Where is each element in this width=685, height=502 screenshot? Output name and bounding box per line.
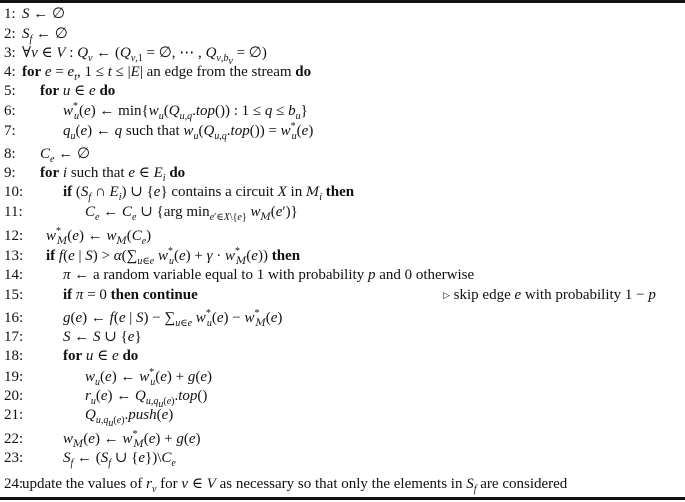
line-number: 19: <box>4 369 24 385</box>
line-number: 5: <box>4 83 16 99</box>
line-number: 11: <box>4 204 23 220</box>
line-number: 15: <box>4 287 24 303</box>
line-code: $w^*_M(e)$ ← $w_M(C_e)$ <box>46 226 152 247</box>
line-number: 20: <box>4 388 24 404</box>
line-number: 22: <box>4 431 24 447</box>
line-code: π ← a random variable equal to 1 with probability p and 0 otherwise <box>63 267 475 283</box>
line-number: 4: <box>4 64 16 80</box>
line-number: 2: <box>4 26 16 42</box>
line-code: $C_e$ ← $C_e$ ∪ {arg $\min_{e'\in X\backslash\{e\}} w_M(e')$} <box>85 204 298 223</box>
line-code: if f(e | $S) > \alpha(\sum_{u\in e}$ $w^*_u(e) + \gamma \cdot w^*_M(e)$) then <box>46 246 301 267</box>
line-code: for $e = e_t$, 1 ≤ t ≤ |E| an edge from the stream do <box>22 64 312 83</box>
line-code: $C_e$ ← ∅ <box>40 146 91 165</box>
line-code: g(e) ← f(e | $S) - \sum_{u\in e}$ $w^*_u(e) - w^*_M(e)$ <box>63 308 283 329</box>
line-number: 9: <box>4 165 16 181</box>
line-code: ∀v ∈ V : $Q_v$ ← ($Q_{v,1}$ = ∅, ⋯ , $Q_{v,b_v}$ = ∅) <box>22 45 267 67</box>
line-number: 10: <box>4 184 24 200</box>
line-code: $w_u(e)$ ← $w^*_u(e) + g(e)$ <box>85 367 213 388</box>
line-code: $S_f$ ← ∅ <box>22 26 68 45</box>
line-number: 23: <box>4 450 24 466</box>
bottom-rule <box>0 497 685 500</box>
top-rule <box>0 0 685 3</box>
line-code: $w_M(e)$ ← $w^*_M(e) + g(e)$ <box>63 429 201 450</box>
line-number: 8: <box>4 146 16 162</box>
line-number: 1: <box>4 6 16 22</box>
line-number: 7: <box>4 123 16 139</box>
line-number: 18: <box>4 348 24 364</box>
line-comment: ▷ skip edge e with probability 1 − p <box>443 287 656 303</box>
line-code: for u ∈ e do <box>40 83 116 99</box>
triangle-right-icon: ▷ <box>443 290 450 300</box>
line-code: $S_f$ ← ($S_f$ ∪ $\{e\})\backslash C_e$ <box>63 450 176 469</box>
line-code: S ← S ∪ {e} <box>63 329 142 345</box>
line-code: if ($S_f$ ∩ $E_i$) ∪ {e} contains a circuit X in $M_i$ then <box>63 184 355 203</box>
line-number: 14: <box>4 267 24 283</box>
line-code: for i such that e ∈ $E_i$ do <box>40 165 186 184</box>
line-code: for u ∈ e do <box>63 348 139 364</box>
line-code: update the values of $r_v$ for v ∈ V as necessary so that only the elements in $S_f$ are considered <box>22 476 568 495</box>
line-number: 6: <box>4 103 16 119</box>
line-number: 21: <box>4 407 24 423</box>
line-number: 12: <box>4 228 24 244</box>
line-code: $Q_{u,q_u(e)}.push(e)$ <box>85 407 174 429</box>
line-number: 17: <box>4 329 24 345</box>
line-number: 13: <box>4 248 24 264</box>
line-number: 16: <box>4 310 24 326</box>
line-number: 24: <box>4 476 24 492</box>
line-code: if π = 0 then continue <box>63 287 198 303</box>
line-code: S ← ∅ <box>22 6 66 22</box>
line-code: $w^*_u(e)$ ← $\min\{w_u(Q_{u,q}.top())$ : $1 \le q \le b_u$} <box>63 101 308 122</box>
line-code: $q_u(e)$ ← q such that $w_u(Q_{u,q}.top()) = w^*_u(e)$ <box>63 121 314 142</box>
line-number: 3: <box>4 45 16 61</box>
line-code: $r_u(e)$ ← $Q_{u,q_u(e)}.top()$ <box>85 388 208 410</box>
